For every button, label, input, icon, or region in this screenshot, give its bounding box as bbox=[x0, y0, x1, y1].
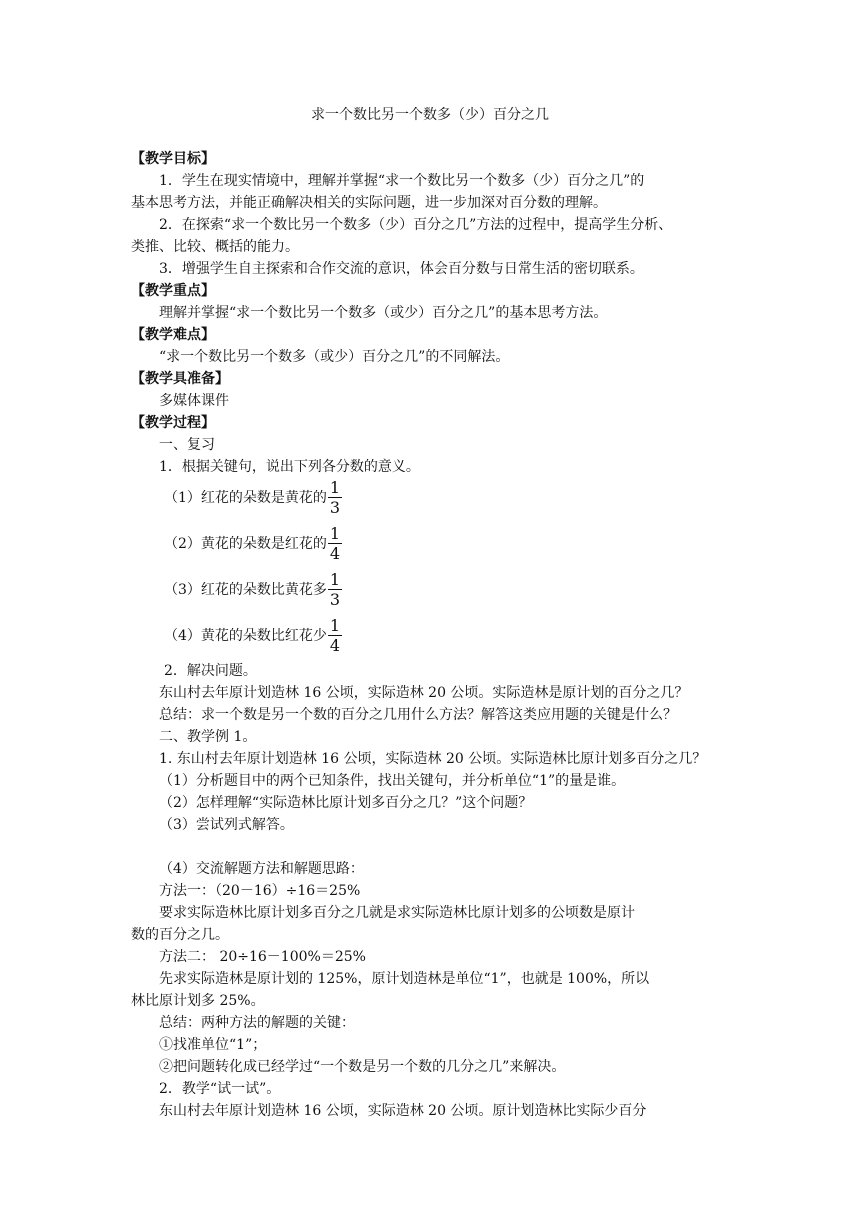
example-summary: 总结：两种方法的解题的关键： bbox=[159, 1015, 355, 1031]
example-heading: 二、教学例 1。 bbox=[159, 729, 257, 745]
process-heading: 【教学过程】 bbox=[131, 415, 215, 431]
review-item-1: 1．根据关键句，说出下列各分数的意义。 bbox=[159, 459, 420, 475]
fraction bbox=[328, 616, 342, 655]
goal-1-line-2: 基本思考方法，并能正确解决相关的实际问题，进一步加深对百分数的理解。 bbox=[131, 195, 607, 211]
fraction-item-text: （3）红花的朵数比黄花多 bbox=[164, 582, 327, 598]
key-points-heading: 【教学重点】 bbox=[131, 283, 215, 299]
fraction-item bbox=[164, 612, 342, 658]
fraction-denominator: 4 bbox=[329, 635, 341, 655]
fraction-numerator: 1 bbox=[329, 523, 341, 543]
fraction-numerator: 1 bbox=[329, 569, 341, 589]
example-step-4: （4）交流解题方法和解题思路： bbox=[159, 861, 364, 877]
example-step-2: （2）怎样理解“实际造林比原计划多百分之几？”这个问题？ bbox=[159, 795, 533, 811]
fraction-item bbox=[164, 474, 342, 520]
fraction-item-text: （1）红花的朵数是黄花的 bbox=[164, 490, 327, 506]
example-problem: 1. 东山村去年原计划造林 16 公顷，实际造林 20 公顷。实际造林比原计划多百分之几？ bbox=[159, 751, 707, 767]
fraction-numerator: 1 bbox=[329, 477, 341, 497]
fraction-denominator: 3 bbox=[329, 497, 341, 517]
fraction-numerator: 1 bbox=[329, 615, 341, 635]
review-item-2: 2．解决问题。 bbox=[164, 663, 257, 679]
method-2: 方法二： 20÷16－100%＝25% bbox=[159, 949, 366, 965]
try-it-problem: 东山村去年原计划造林 16 公顷，实际造林 20 公顷。原计划造林比实际少百分 bbox=[159, 1103, 647, 1119]
fraction-item bbox=[164, 566, 342, 612]
fraction-item-text: （2）黄花的朵数是红花的 bbox=[164, 536, 327, 552]
fraction-item-text: （4）黄花的朵数比红花少 bbox=[164, 628, 327, 644]
goal-2-line-2: 类推、比较、概括的能力。 bbox=[131, 239, 299, 255]
key-1: ①找准单位“1”； bbox=[159, 1037, 267, 1053]
fraction bbox=[328, 570, 342, 609]
goal-2-line-1: 2．在探索“求一个数比另一个数多（少）百分之几”方法的过程中，提高学生分析、 bbox=[159, 217, 673, 233]
goal-1-line-1: 1．学生在现实情境中，理解并掌握“求一个数比另一个数多（少）百分之几”的 bbox=[159, 173, 645, 189]
review-heading: 一、复习 bbox=[159, 437, 215, 453]
fraction-item bbox=[164, 520, 342, 566]
fraction bbox=[328, 478, 342, 517]
method-2-explanation-line-1: 先求实际造林是原计划的 125%，原计划造林是单位“1”，也就是 100%，所以 bbox=[159, 971, 650, 987]
example-step-3: （3）尝试列式解答。 bbox=[159, 817, 294, 833]
tools-text: 多媒体课件 bbox=[159, 393, 229, 409]
fraction-denominator: 4 bbox=[329, 543, 341, 563]
fraction bbox=[328, 524, 342, 563]
tools-heading: 【教学具准备】 bbox=[131, 371, 229, 387]
difficulty-text: “求一个数比另一个数多（或少）百分之几”的不同解法。 bbox=[159, 349, 510, 365]
method-1: 方法一：（20－16）÷16＝25% bbox=[159, 883, 361, 899]
goals-heading: 【教学目标】 bbox=[131, 151, 215, 167]
try-it-heading: 2．教学“试一试”。 bbox=[159, 1081, 281, 1097]
key-2: ②把问题转化成已经学过“一个数是另一个数的几分之几”来解决。 bbox=[159, 1059, 566, 1075]
review-problem: 东山村去年原计划造林 16 公顷，实际造林 20 公顷。实际造林是原计划的百分之几？ bbox=[159, 685, 689, 701]
key-points-text: 理解并掌握“求一个数比另一个数多（或少）百分之几”的基本思考方法。 bbox=[159, 305, 608, 321]
goal-3: 3．增强学生自主探索和合作交流的意识，体会百分数与日常生活的密切联系。 bbox=[159, 261, 644, 277]
difficulty-heading: 【教学难点】 bbox=[131, 327, 215, 343]
method-1-explanation-line-1: 要求实际造林比原计划多百分之几就是求实际造林比原计划多的公顷数是原计 bbox=[159, 905, 635, 921]
example-step-1: （1）分析题目中的两个已知条件，找出关键句，并分析单位“1”的量是谁。 bbox=[159, 773, 626, 789]
method-1-explanation-line-2: 数的百分之几。 bbox=[131, 927, 229, 943]
document-title: 求一个数比另一个数多（少）百分之几 bbox=[311, 107, 549, 123]
method-2-explanation-line-2: 林比原计划多 25%。 bbox=[131, 993, 265, 1009]
review-summary: 总结：求一个数是另一个数的百分之几用什么方法？解答这类应用题的关键是什么？ bbox=[159, 707, 677, 723]
fraction-denominator: 3 bbox=[329, 589, 341, 609]
